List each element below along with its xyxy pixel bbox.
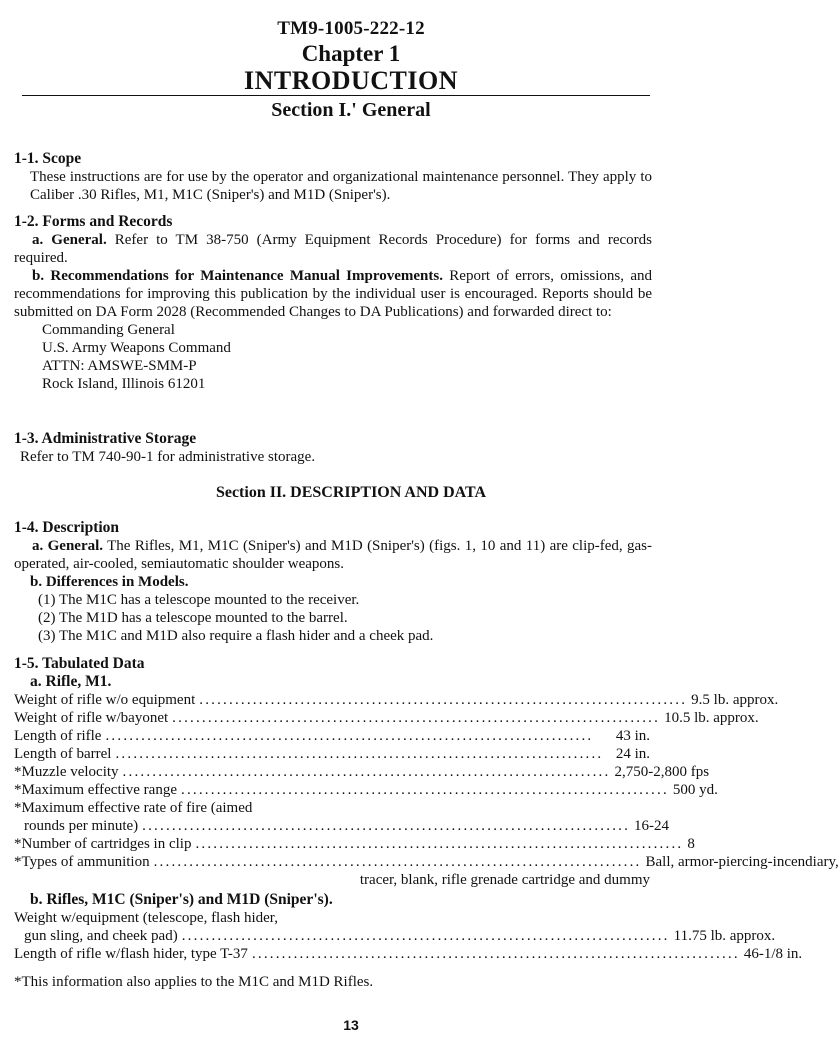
data-row xyxy=(14,835,695,853)
data-row xyxy=(14,691,779,709)
data-label: Weight of rifle w/o equipment xyxy=(14,692,196,708)
description-heading: 1-4. Description xyxy=(14,519,120,536)
list-item: (2) The M1D has a telescope mounted to the barrel. xyxy=(38,610,348,626)
tm-number: TM9-1005-222-12 xyxy=(277,18,425,39)
description-general-label: a. General. xyxy=(32,538,104,554)
footnote: *This information also applies to the M1C and M1D Rifles. xyxy=(14,974,374,990)
data-label: *Number of cartridges in clip xyxy=(14,836,192,852)
rate-label-line1: *Maximum effective rate of fire (aimed xyxy=(14,800,253,816)
data-label: *Muzzle velocity xyxy=(14,764,119,780)
leader-dots: .................................................................................. xyxy=(105,728,594,744)
data-row xyxy=(14,817,670,835)
description-general-paragraph xyxy=(14,537,652,573)
leader-dots: .................................................................................. xyxy=(199,692,688,708)
chapter-number: Chapter 1 xyxy=(301,41,401,66)
storage-text: Refer to TM 740-90-1 for administrative storage. xyxy=(20,449,316,465)
page-number: 13 xyxy=(343,1017,359,1033)
title-rule xyxy=(22,95,650,96)
data-label: *Maximum effective range xyxy=(14,782,177,798)
address-block xyxy=(14,321,652,393)
tabulated-data-section xyxy=(14,655,839,963)
differences-label xyxy=(14,573,652,591)
chapter-title: INTRODUCTION xyxy=(243,66,459,95)
data-value: 2,750-2,800 fps xyxy=(614,764,710,780)
data-value: Ball, armor-piercing-incendiary, xyxy=(645,854,839,870)
leader-dots: .................................................................................. xyxy=(195,836,684,852)
rifle-m1-label: a. Rifle, M1. xyxy=(30,673,112,690)
data-row xyxy=(14,763,710,781)
data-value: 11.75 lb. approx. xyxy=(673,928,776,944)
data-value: 500 yd. xyxy=(672,782,718,798)
tabulated-heading: 1-5. Tabulated Data xyxy=(14,655,145,672)
data-label: Weight of rifle w/bayonet xyxy=(14,710,169,726)
data-value: 46-1/8 in. xyxy=(743,946,803,962)
data-label: Length of rifle xyxy=(14,728,102,744)
leader-dots: .................................................................................. xyxy=(251,946,740,962)
sniper-rifles-label: b. Rifles, M1C (Sniper's) and M1D (Sniper's). xyxy=(30,891,333,908)
data-value: 9.5 lb. approx. xyxy=(691,692,779,708)
section-1-title: Section I.' General xyxy=(271,99,431,121)
data-label: *Types of ammunition xyxy=(14,854,150,870)
recommendations-text: Report of errors, omissions, and recommendations for improving this publication by the individual user is encouraged. Reports should be submitted on DA Form 2028 (Recommended Changes to DA Publications) and forwarded direct to: xyxy=(14,268,652,320)
forms-general-paragraph xyxy=(14,231,652,267)
data-value: 10.5 lb. approx. xyxy=(664,710,759,726)
leader-dots: .................................................................................. xyxy=(122,764,611,780)
leader-dots: .................................................................................. xyxy=(181,928,670,944)
data-label: Length of barrel xyxy=(14,746,112,762)
ammo-value-continued: tracer, blank, rifle grenade cartridge and dummy xyxy=(359,872,650,888)
description-section xyxy=(14,519,652,645)
address-line: ATTN: AMSWE-SMM-P xyxy=(42,358,197,374)
leader-dots: .................................................................................. xyxy=(172,710,661,726)
recommendations-label: b. Recommendations for Maintenance Manual Improvements. xyxy=(32,268,443,284)
scope-text: These instructions are for use by the operator and organizational maintenance personnel. They apply to Caliber .30 Rifles, M1, M1C (Sniper's) and M1D (Sniper's). xyxy=(30,169,652,203)
data-row xyxy=(14,945,803,963)
leader-dots: .................................................................................. xyxy=(115,746,604,762)
data-row xyxy=(14,727,650,745)
data-value: 16-24 xyxy=(634,818,670,834)
address-line: Rock Island, Illinois 61201 xyxy=(42,376,206,392)
forms-heading: 1-2. Forms and Records xyxy=(14,213,173,230)
forms-general-text: Refer to TM 38-750 (Army Equipment Records Procedure) for forms and records required. xyxy=(14,232,652,266)
scope-heading: 1-1. Scope xyxy=(14,150,82,167)
data-row xyxy=(14,781,718,799)
address-line: U.S. Army Weapons Command xyxy=(42,340,231,356)
data-row xyxy=(14,745,650,763)
differences-list xyxy=(14,591,652,645)
description-general-text: The Rifles, M1, M1C (Sniper's) and M1D (Sniper's) (figs. 1, 10 and 11) are clip-fed, gas-operated, air-cooled, semiautomatic shoulder weapons. xyxy=(14,538,652,572)
recommendations-paragraph xyxy=(14,267,652,321)
data-label: Length of rifle w/flash hider, type T-37 xyxy=(14,946,248,962)
leader-dots: .................................................................................. xyxy=(153,854,642,870)
differences-label-text: b. Differences in Models. xyxy=(30,574,189,590)
forms-records-section xyxy=(14,213,652,393)
weight-label-line1: Weight w/equipment (telescope, flash hider, xyxy=(14,910,278,926)
address-line: Commanding General xyxy=(42,322,175,338)
forms-general-label: a. General. xyxy=(32,232,107,248)
scope-section xyxy=(14,150,652,204)
storage-section xyxy=(14,430,652,466)
data-label: rounds per minute) xyxy=(24,818,139,834)
data-row xyxy=(14,709,759,727)
data-row xyxy=(14,927,776,945)
data-value: 24 in. xyxy=(615,746,650,762)
leader-dots: .................................................................................. xyxy=(181,782,669,798)
storage-heading: 1-3. Administrative Storage xyxy=(14,430,197,447)
section-2-title: Section II. DESCRIPTION AND DATA xyxy=(215,484,487,501)
data-row xyxy=(14,853,839,871)
data-value: 43 in. xyxy=(615,728,650,744)
data-value: 8 xyxy=(687,836,695,852)
list-item: (1) The M1C has a telescope mounted to the receiver. xyxy=(38,592,360,608)
list-item: (3) The M1C and M1D also require a flash hider and a cheek pad. xyxy=(38,628,434,644)
data-label: gun sling, and cheek pad) xyxy=(24,928,178,944)
leader-dots: .................................................................................. xyxy=(142,818,631,834)
